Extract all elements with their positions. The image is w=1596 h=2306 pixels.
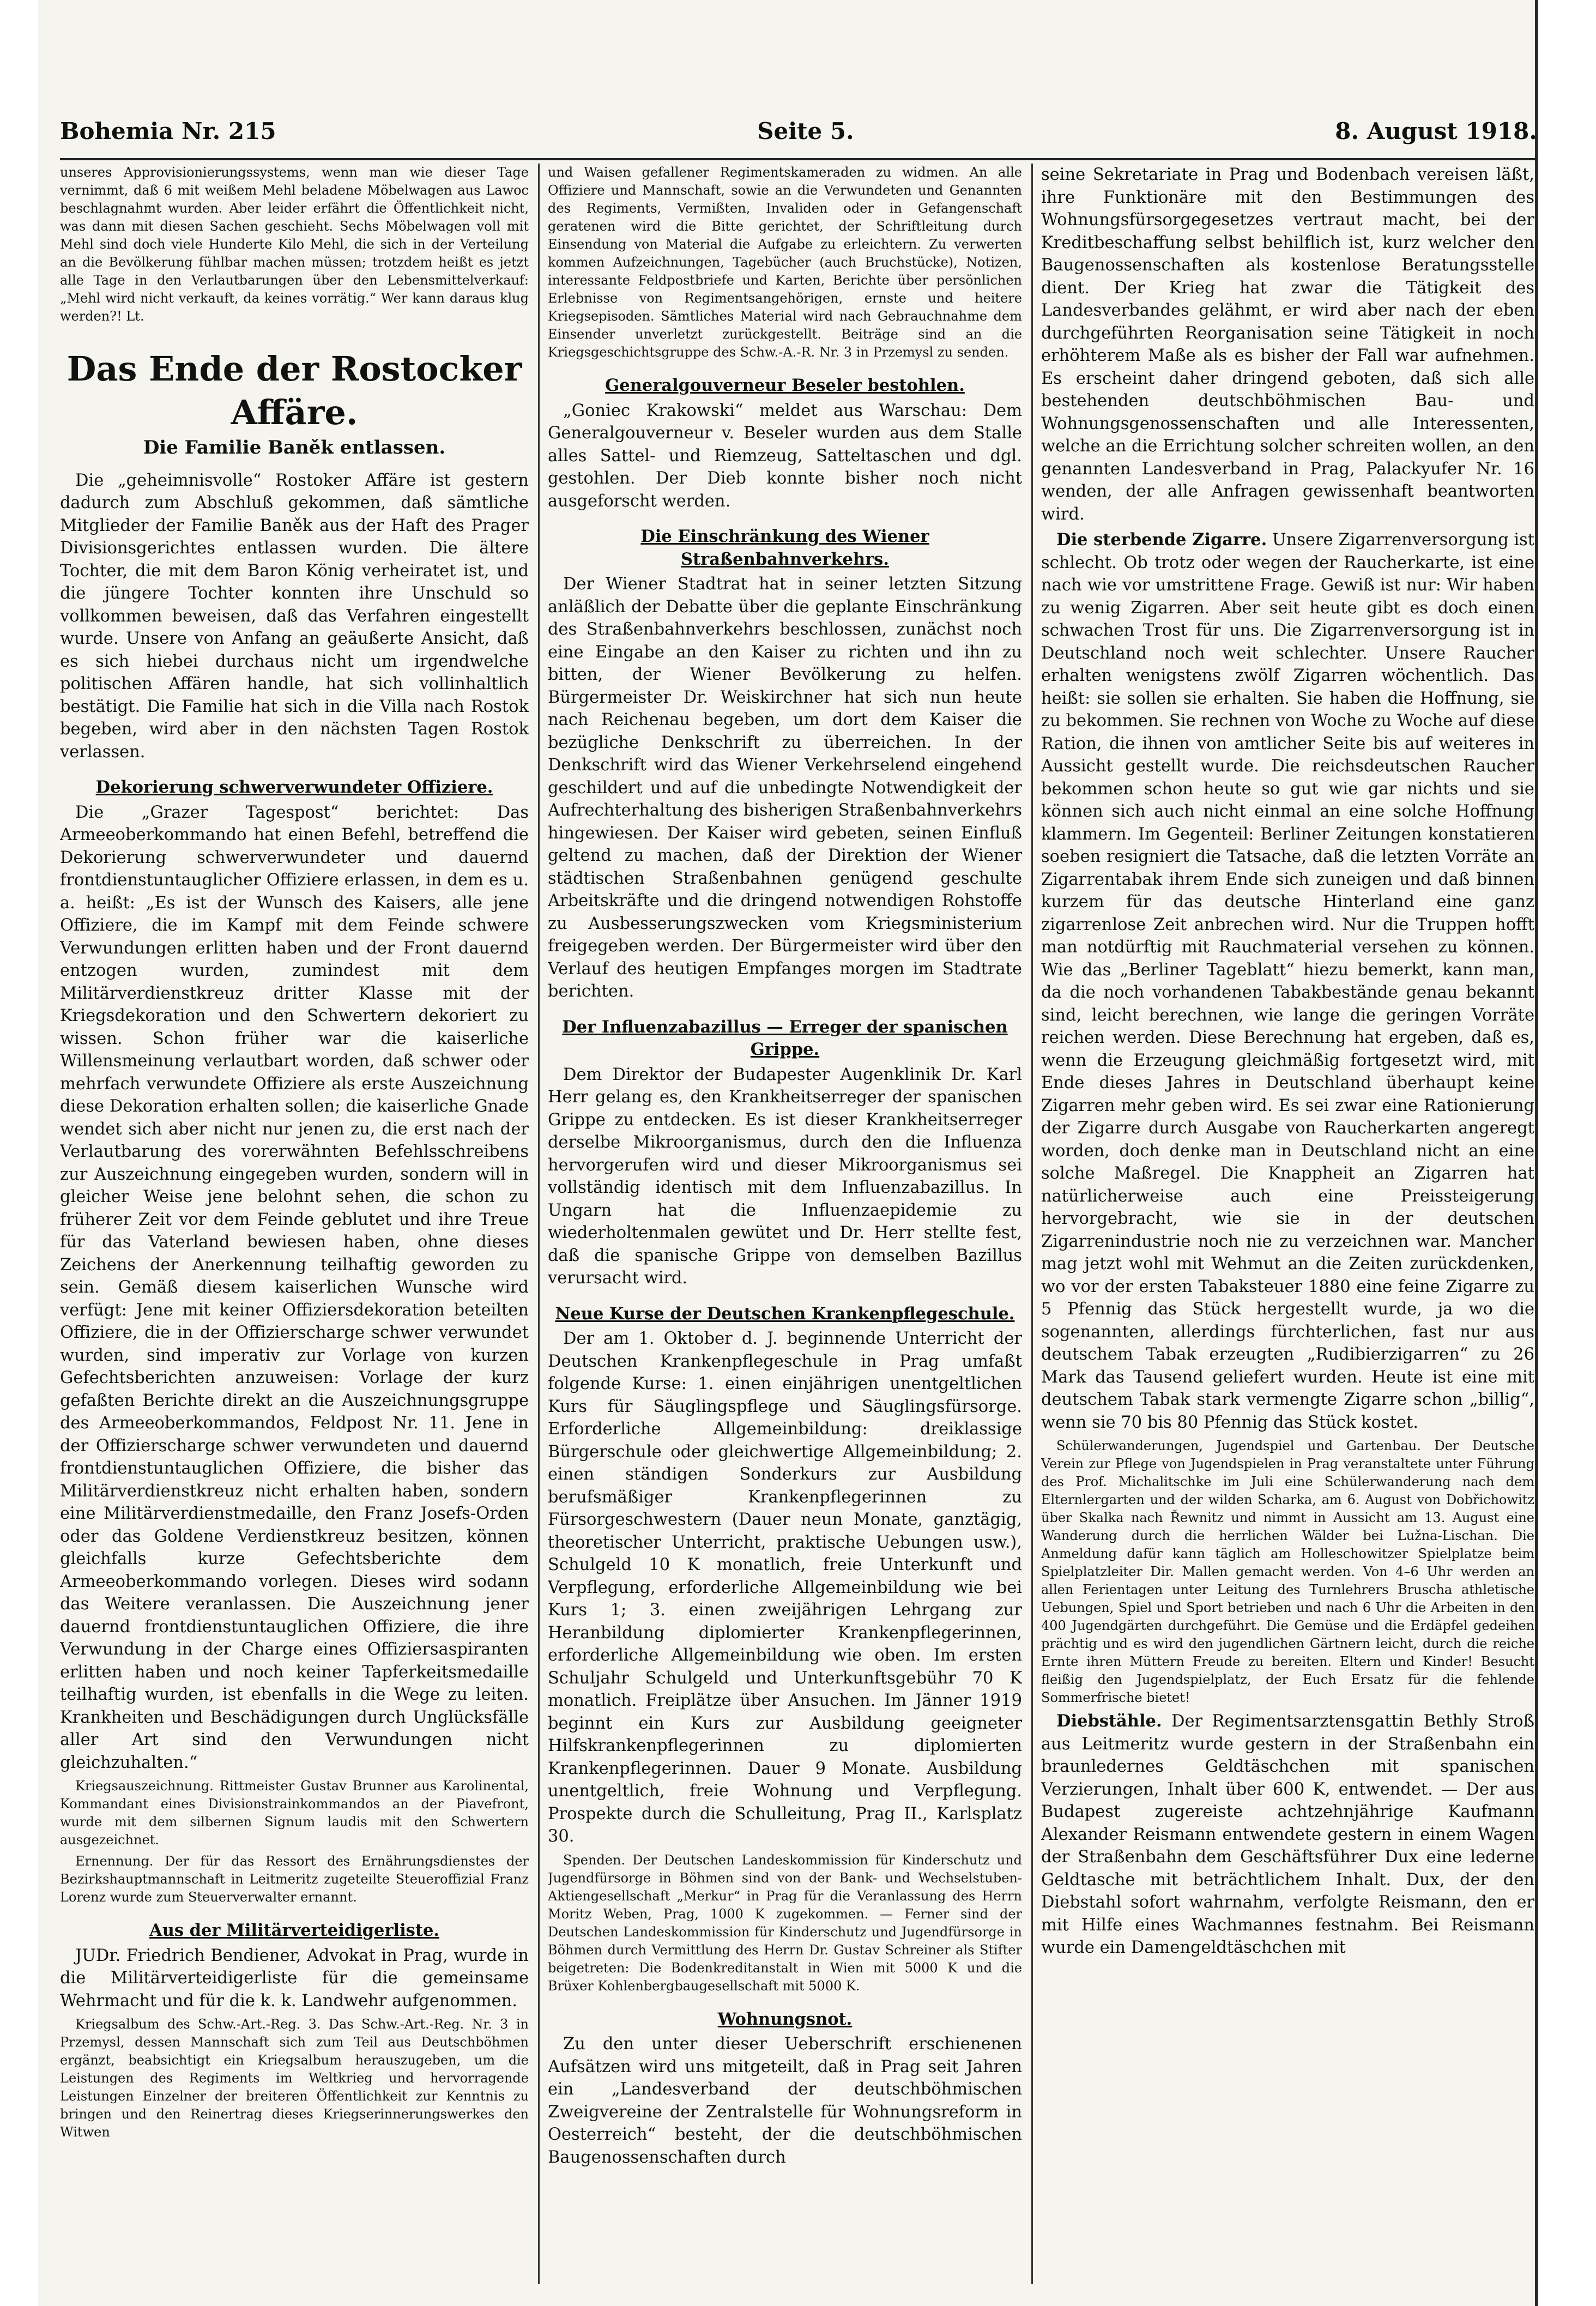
- header-page-number: Seite 5.: [757, 117, 854, 144]
- section-heading: Dekorierung schwerverwundeter Offiziere.: [95, 777, 493, 797]
- article-text: Dem Direktor der Budapester Augenklinik Dr. Karl Herr gelang es, den Krankheitserreger der spanischen Grippe zu entdecken. Es ist dieser Krankheitserreger derselbe Mikroorganismus, durch den die Influenza hervorgerufen wird und dieser Mikroorganismus sei vollständig identisch mit dem Influenzabazillus. In Ungarn hat die Influenzaepidemie zu wiederholtenmalen gewütet und Dr. Herr stellte fest, daß die spanische Grippe von demselben Bazillus verursacht wird.: [548, 1065, 1022, 1288]
- article-text: Die „Grazer Tagespost“ berichtet: Das Armeeoberkommando hat einen Befehl, betreffend die Dekorierung schwerverwundeter und dauernd frontdienstuntauglicher Offiziere erlassen, in dem es u. a. heißt: „Es ist der Wunsch des Kaisers, alle jene Offiziere, die im Kampf mit dem Feinde schwere Verwundungen erlitten haben und der Front dauernd entzogen wurden, zumindest mit dem Militärverdienstkreuz dritter Klasse mit der Kriegsdekoration und den Schwertern dekoriert zu wissen. Schon früher war die kaiserliche Willensmeinung verlautbart worden, daß schwer oder mehrfach verwundete Offiziere als erste Auszeichnung diese Dekoration erhalten sollen; die kaiserliche Gnade wendet sich aber nicht nur jenen zu, die erst nach der Verlautbarung des vorerwähnten Befehlsschreibens zur Auszeichnung eingegeben wurden, sondern will in gleicher Weise jene belohnt sehen, die schon zu früherer Zeit vor dem Feinde geblutet und ihre Treue für das Vaterland bewiesen haben, ohne dieses Zeichens der Anerkennung teilhaftig geworden zu sein. Gemäß diesem kaiserlichen Wunsche wird verfügt: Jene mit keiner Offiziersdekoration beteilten Offiziere, die in der Offizierscharge schwer verwundet wurden, sind imperativ zur Vorlage von kurzen Gefechtsberichten anzuweisen: Vorlage der kurz gefaßten Berichte direkt an die Auszeichnungsgruppe des Armeeoberkommandos, Feldpost Nr. 11. Jene in der Offizierscharge schwer verwundeten und dauernd frontdienstuntauglichen Offiziere, die bisher das Militärverdienstkreuz nicht erhalten haben, sondern eine Militärverdienstmedaille, den Franz Josefs-Orden oder das Goldene Verdienstkreuz besitzen, können gleichfalls kurze Gefechtsberichte dem Armeeoberkommando vorlegen. Dieses wird sodann das Weitere veranlassen. Die Auszeichnung jener dauernd frontdienstuntauglichen Offiziere, die ihre Verwundung in der Charge eines Offiziersaspiranten erlitten haben und noch keiner Tapferkeitsmedaille teilhaftig wurden, ist ebenfalls in die Wege zu leiten. Krankheiten und Beschädigungen durch Unglücksfälle aller Art sind den Verwundungen nicht gleichzuhalten.“: [60, 802, 529, 1772]
- section-heading: Wohnungsnot.: [717, 2009, 853, 2029]
- article-text: Zu den unter dieser Ueberschrift erschienenen Aufsätzen wird uns mitgeteilt, daß in Prag seit Jahren ein „Landesverband der deutschböhmischen Zweigvereine der Zentralstelle für Wohnungsreform in Oesterreich“ besteht, der die deutschböhmischen Baugenossenschaften durch: [548, 2035, 1022, 2167]
- article-body: Der Regimentsarztensgattin Bethly Stroß aus Leitmeritz wurde gestern in der Straßenbahn ein braunledernes Geldtäschchen mit spanischen Verzierungen, Inhalt über 600 K, entwendet. — Der aus Budapest zugereiste achtzehnjährige Kaufmann Alexander Reismann entwendete gestern in einem Wagen der Straßenbahn dem Geschäftsführer Dux eine lederne Geldtasche mit beträchtlichem Inhalt. Dux, der den Diebstahl sofort wahrnahm, verfolgte Reismann, den er mit Hilfe eines Wachmannes festnahm. Bei Reismann wurde ein Damengeldtäschchen mit: [1041, 1712, 1534, 1957]
- article-text: Der am 1. Oktober d. J. beginnende Unterricht der Deutschen Krankenpflegeschule in Prag umfaßt folgende Kurse: 1. einen einjährigen unentgeltlichen Kurs für Säuglingspflege und Säuglingsfürsorge. Erforderliche Allgemeinbildung: dreiklassige Bürgerschule oder gleichwertige Allgemeinbildung; 2. einen ständigen Sonderkurs zur Ausbildung berufsmäßiger Krankenpflegerinnen zu Fürsorgeschwestern (Dauer neun Monate, ganztägig, theoretischer Unterricht, praktische Uebungen usw.), Schulgeld 10 K monatlich, freie Unterkunft und Verpflegung, erforderliche Allgemeinbildung wie bei Kurs 1; 3. einen zweijährigen Lehrgang zur Heranbildung diplomierter Krankenpflegerinnen, erforderliche Allgemeinbildung wie oben. Im ersten Schuljahr Schulgeld und Unterkunftsgebühr 70 K monatlich. Freiplätze über Ansuchen. Im Jänner 1919 beginnt ein Kurs zur Ausbildung geeigneter Hilfskrankenpflegerinnen zu diplomierten Krankenpflegerinnen. Dauer 9 Monate. Ausbildung unentgeltlich, freie Wohnung und Verpflegung. Prospekte durch die Schulleitung, Prag II., Karlsplatz 30.: [548, 1329, 1022, 1846]
- column-middle: [548, 164, 1022, 2284]
- news-note: Spenden. Der Deutschen Landeskommission für Kinderschutz und Jugendfürsorge in Böhmen sind von der Bank- und Wechselstuben-Aktiengesellschaft „Merkur“ in Prag für die Veranlassung des Herrn Moritz Weben, Prag, 1000 K zugekommen. — Ferner sind der Deutschen Landeskommission für Kinderschutz und Jugendfürsorge in Böhmen durch Vermittlung des Herrn Dr. Gustav Schreiner als Stifter beigetreten: Die Bodenkreditanstalt in Wien mit 5000 K und die Brüxer Kohlenbergbaugesellschaft mit 5000 K.: [548, 1852, 1022, 1994]
- header-rule: [60, 158, 1537, 160]
- article-text: unseres Approvisionierungssystems, wenn man wie dieser Tage vernimmt, daß 6 mit weißem Mehl beladene Möbelwagen aus Lawoc beschlagnahmt wurden. Aber leider erfährt die Öffentlichkeit nicht, was dann mit diesen Sachen geschieht. Sechs Möbelwagen voll mit Mehl sind doch viele Hunderte Kilo Mehl, die sich in der Verteilung an die Bevölkerung fühlbar machen müssen; trotzdem heißt es jetzt alle Tage in den Verlautbarungen über den Lebensmittelverkauf: „Mehl wird nicht verkauft, da keines vorrätig.“ Wer kann daraus klug werden?! Lt.: [60, 165, 529, 324]
- column-right: [1041, 164, 1534, 2284]
- article-headline: Das Ende der Rostocker Affäre.: [66, 349, 522, 432]
- section-heading: Die Einschränkung des Wiener Straßenbahnverkehrs.: [640, 527, 929, 569]
- page-binding-edge: [1535, 0, 1559, 2306]
- inline-heading: Die sterbende Zigarre.: [1056, 530, 1267, 550]
- inline-heading: Diebstähle.: [1056, 1711, 1162, 1731]
- article-body: Unsere Zigarrenversorgung ist schlecht. Ob trotz oder wegen der Raucherkarte, ist eine nach wie vor umstrittene Frage. Gewiß ist nur: Wir haben zu wenig Zigarren. Aber seit heute gibt es doch einen schwachen Trost für uns. Die Zigarrenversorgung ist in Deutschland noch weit schlechter. Unsere Raucher erhalten wenigstens zwölf Zigarren wöchentlich. Das heißt: sie sollen sie erhalten. Sie haben die Hoffnung, sie zu bekommen. Sie rechnen von Woche zu Woche auf diese Ration, die ihnen von amtlicher Seite bis auf weiteres in Aussicht gestellt wurde. Die reichsdeutschen Raucher bekommen schon heute so gut wie gar nichts und sie können sich auch nicht einmal an eine solche Hoffnung klammern. Im Gegenteil: Berliner Zeitungen konstatieren soeben resigniert die Tatsache, daß die letzten Vorräte an Zigarrentabak ihrem Ende sich zuneigen und daß binnen kurzem für das deutsche Hinterland eine ganz zigarrenlose Zeit anbrechen wird. Nur die Truppen hofft man notdürftig mit Rauchmaterial versehen zu können. Wie das „Berliner Tageblatt“ hiezu bemerkt, kann man, da die noch vorhandenen Tabakbestände genau bekannt sind, leicht berechnen, wie lange die geringen Vorräte reichen werden. Diese Berechnung hat ergeben, daß es, wenn die Erzeugung gleichmäßig fortgesetzt wird, mit Ende dieses Jahres in Deutschland überhaupt keine Zigarren mehr geben wird. Es sei zwar eine Rationierung der Zigarre durch Ausgabe von Raucherkarten angeregt worden, doch denke man in Deutschland nicht an eine solche Maßregel. Die Knappheit an Zigarren hat natürlicherweise auch eine Preissteigerung hervorgebracht, wie sie in der deutschen Zigarrenindustrie noch nie zu verzeichnen war. Mancher mag jetzt wohl mit Wehmut an die Zeiten zurückdenken, wo vor der ersten Tabaksteuer 1880 eine feine Zigarre zu 5 Pfennig das Stück hergestellt wurde, ja wo die sogenannten, allerdings fürchterlichen, fast nur aus deutschem Tabak erzeugten „Rudibierzigarren“ zu 26 Mark das Tausend geliefert wurden. Heute ist eine mit deutschem Tabak stark vermengte Zigarre schon „billig“, wenn sie 70 bis 80 Pfennig das Stück kostet.: [1041, 530, 1534, 1432]
- news-note: Schülerwanderungen, Jugendspiel und Gartenbau. Der Deutsche Verein zur Pflege von Jugendspielen in Prag veranstaltete unter Führung des Prof. Michalitschke im Juli eine Schülerwanderung nach dem Elternlergarten und der wilden Scharka, am 6. August von Dobřichowitz über Skalka nach Řewnitz und nimmt in Aussicht am 13. August eine Wanderung durch die herrlichen Wälder bei Lužna-Lischan. Die Anmeldung dafür kann täglich am Holleschowitzer Spielplatze beim Spielplatzleiter Dir. Mallen gemacht werden. Von 4–6 Uhr werden an allen Ferientagen unter Leitung des Turnlehrers Bruscha athletische Uebungen, Spiel und Sport betrieben und nach 6 Uhr die Arbeiten in den 400 Jugendgärten durchgeführt. Die Gemüse und die Erdäpfel gedeihen prächtig und es wird den jugendlichen Gärtnern leicht, durch die reiche Ernte ihren Müttern Freude zu bereiten. Eltern und Kinder! Besucht fleißig den Jugendspielplatz, der Euch Ersatz für die fehlende Sommerfrische bietet!: [1041, 1438, 1534, 1705]
- column-divider: [538, 164, 540, 2284]
- section-heading: Der Influenzabazillus — Erreger der spanischen Grippe.: [562, 1017, 1008, 1059]
- article-subheadline: Die Familie Baněk entlassen.: [143, 437, 446, 458]
- section-heading: Generalgouverneur Beseler bestohlen.: [605, 376, 965, 395]
- article-text: [1041, 1710, 1534, 1959]
- column-left: [60, 164, 529, 2284]
- news-note: Kriegsalbum des Schw.-Art.-Reg. 3. Das Schw.-Art.-Reg. Nr. 3 in Przemysl, dessen Mannschaft sich zum Teil aus Deutschböhmen ergänzt, beabsichtigt ein Kriegsalbum herauszugeben, um die Leistungen des Regiments im Weltkrieg und hervorragende Leistungen Einzelner der breiteren Öffentlichkeit zur Kenntnis zu bringen und den Reinertrag dieses Kriegserinnerungswerkes den Witwen: [60, 2017, 529, 2140]
- header-date: 8. August 1918.: [1335, 117, 1537, 144]
- section-heading: Neue Kurse der Deutschen Krankenpflegeschule.: [555, 1303, 1015, 1324]
- column-divider: [1031, 164, 1033, 2284]
- article-text: JUDr. Friedrich Bendiener, Advokat in Prag, wurde in die Militärverteidigerliste für die gemeinsame Wehrmacht und für die k. k. Landwehr aufgenommen.: [60, 1946, 529, 2011]
- page-header: [60, 112, 1537, 150]
- news-note: Ernennung. Der für das Ressort des Ernährungsdienstes der Bezirkshauptmannschaft in Leitmeritz zugeteilte Steueroffizial Franz Lorenz wurde zum Steuerverwalter ernannt.: [60, 1854, 529, 1905]
- article-text: „Goniec Krakowski“ meldet aus Warschau: Dem Generalgouverneur v. Beseler wurden aus dem Stalle alles Sattel- und Riemzeug, Satteltaschen und dgl. gestohlen. Der Dieb konnte bisher noch nicht ausgeforscht werden.: [548, 401, 1022, 511]
- news-note: Kriegsauszeichnung. Rittmeister Gustav Brunner aus Karolinental, Kommandant eines Divisionstrainkommandos an der Piavefront, wurde mit dem silbernen Signum laudis mit den Schwertern ausgezeichnet.: [60, 1778, 529, 1848]
- header-paper-number: Bohemia Nr. 215: [60, 117, 276, 144]
- news-note: und Waisen gefallener Regimentskameraden zu widmen. An alle Offiziere und Mannschaft, sowie an die Verwundeten und Genannten des Regiments, Vermißten, Invaliden oder in Gefangenschaft geratenen wird die Bitte gerichtet, der Schriftleitung durch Einsendung von Material die Aufgabe zu erleichtern. Zu verwerten kommen Aufzeichnungen, Tagebücher (auch Bruchstücke), Notizen, interessante Feldpostbriefe und Karten, Berichte über persönlichen Erlebnisse von Regimentsangehörigen, ernste und heitere Kriegsepisoden. Sämtliches Material wird nach Gebrauchnahme dem Einsender unverletzt zurückgestellt. Beiträge sind an die Kriegsgeschichtsgruppe des Schw.-A.-R. Nr. 3 in Przemysl zu senden.: [548, 165, 1022, 360]
- article-text: [1041, 529, 1534, 1434]
- article-text: seine Sekretariate in Prag und Bodenbach vereisen läßt, ihre Funktionäre mit den Bestimmungen des Wohnungsfürsorgegesetzes vertraut macht, bei der Kreditbeschaffung selbst behilflich ist, kurz welcher den Baugenossenschaften als kostenlose Beratungsstelle dient. Der Krieg hat zwar die Tätigkeit des Landesverbandes gelähmt, er wird aber nach der eben durchgeführten Reorganisation seine Tätigkeit in noch erhöhterem Maße als es bisher der Fall war aufnehmen. Es erscheint daher dringend geboten, daß sich alle bestehenden deutschböhmischen Bau- und Wohnungsgenossenschaften und alle Interessenten, welche an die Errichtung solcher schreiten wollen, an den genannten Landesverband in Prag, Palackyufer Nr. 16 wenden, der alle Anfragen gewissenhaft beantworten wird.: [1041, 165, 1534, 524]
- section-heading: Aus der Militärverteidigerliste.: [149, 1921, 439, 1940]
- article-text: Der Wiener Stadtrat hat in seiner letzten Sitzung anläßlich der Debatte über die geplante Einschränkung des Straßenbahnverkehrs beschlossen, zunächst noch eine Eingabe an den Kaiser zu richten und ihn zu bitten, der Wiener Bevölkerung zu helfen. Bürgermeister Dr. Weiskirchner hat sich nun heute nach Reichenau begeben, um dort dem Kaiser die bezügliche Denkschrift zu überreichen. In der Denkschrift wird das Wiener Verkehrselend eingehend geschildert und auf die unbedingte Notwendigkeit der Aufrechterhaltung des bisherigen Straßenbahnverkehrs hingewiesen. Der Kaiser wird gebeten, seinen Einfluß geltend zu machen, daß der Direktion der Wiener städtischen Straßenbahnen genügend geschulte Arbeitskräfte und die dringend notwendigen Rohstoffe zu Ausbesserungszwecken vom Kriegsministerium freigegeben werden. Der Bürgermeister wird über den Verlauf des heutigen Empfanges morgen im Stadtrate berichten.: [548, 575, 1022, 1001]
- article-text: Die „geheimnisvolle“ Rostoker Affäre ist gestern dadurch zum Abschluß gekommen, daß sämtliche Mitglieder der Familie Baněk aus der Haft des Prager Divisionsgerichtes entlassen wurden. Die ältere Tochter, die mit dem Baron König verheiratet ist, und die jüngere Tochter konnten ihre Unschuld so vollkommen beweisen, daß das Verfahren eingestellt wurde. Unsere von Anfang an geäußerte Ansicht, daß es sich hiebei durchaus nicht um irgendwelche politischen Affären handle, hat sich vollinhaltlich bestätigt. Die Familie hat sich in die Villa nach Rostok begeben, wird aber in den nächsten Tagen Rostok verlassen.: [60, 470, 529, 762]
- newspaper-page: [38, 0, 1559, 2306]
